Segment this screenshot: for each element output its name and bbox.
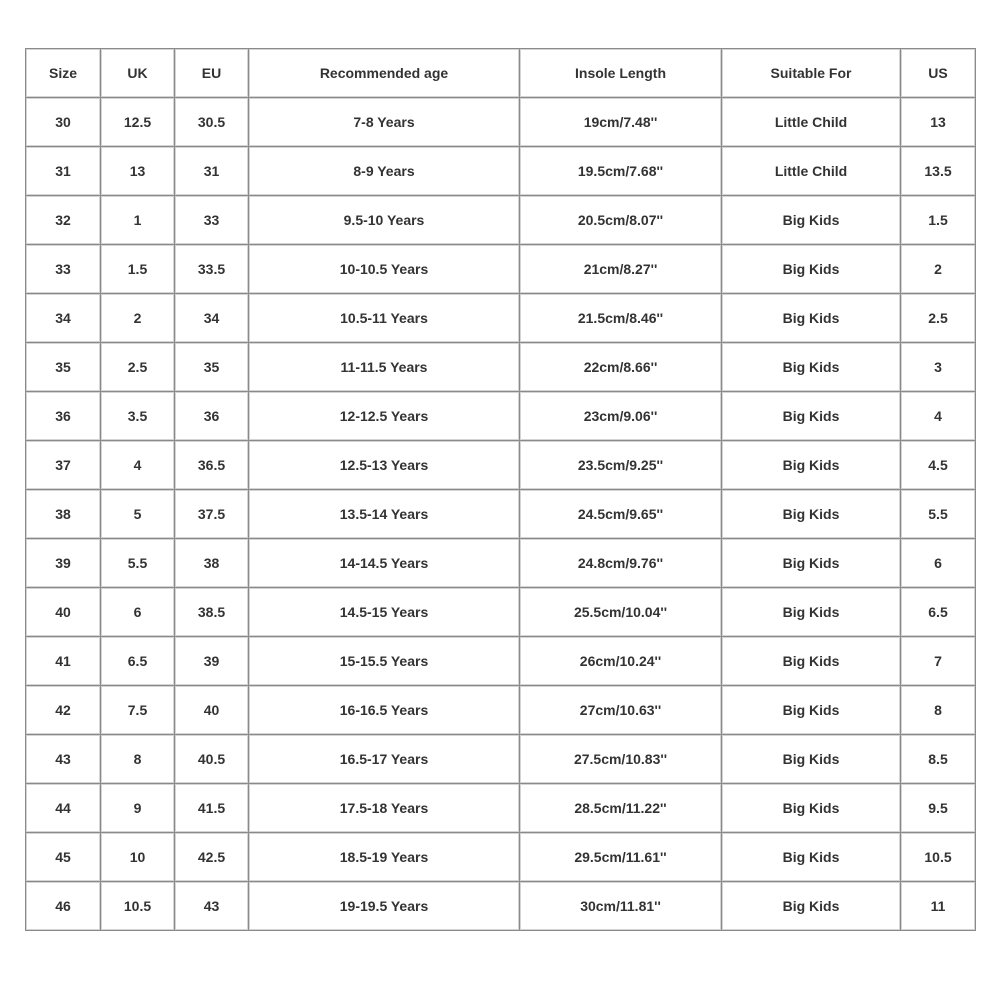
cell-size: 39 xyxy=(26,539,101,588)
cell-insole-length: 23.5cm/9.25'' xyxy=(520,441,722,490)
cell-recommended-age: 15-15.5 Years xyxy=(249,637,520,686)
header-size: Size xyxy=(26,49,101,98)
cell-us: 4.5 xyxy=(901,441,976,490)
cell-recommended-age: 9.5-10 Years xyxy=(249,196,520,245)
cell-size: 37 xyxy=(26,441,101,490)
table-row xyxy=(26,294,976,343)
cell-eu: 33.5 xyxy=(175,245,249,294)
cell-suitable-for: Big Kids xyxy=(722,294,901,343)
cell-eu: 38 xyxy=(175,539,249,588)
cell-suitable-for: Big Kids xyxy=(722,784,901,833)
cell-insole-length: 20.5cm/8.07'' xyxy=(520,196,722,245)
cell-suitable-for: Little Child xyxy=(722,147,901,196)
cell-recommended-age: 14-14.5 Years xyxy=(249,539,520,588)
cell-us: 3 xyxy=(901,343,976,392)
cell-insole-length: 24.5cm/9.65'' xyxy=(520,490,722,539)
table-row xyxy=(26,735,976,784)
cell-suitable-for: Big Kids xyxy=(722,490,901,539)
header-eu: EU xyxy=(175,49,249,98)
cell-insole-length: 21cm/8.27'' xyxy=(520,245,722,294)
cell-insole-length: 21.5cm/8.46'' xyxy=(520,294,722,343)
cell-insole-length: 25.5cm/10.04'' xyxy=(520,588,722,637)
cell-insole-length: 22cm/8.66'' xyxy=(520,343,722,392)
cell-size: 36 xyxy=(26,392,101,441)
table-row xyxy=(26,196,976,245)
cell-insole-length: 28.5cm/11.22'' xyxy=(520,784,722,833)
cell-recommended-age: 12-12.5 Years xyxy=(249,392,520,441)
cell-insole-length: 27.5cm/10.83'' xyxy=(520,735,722,784)
cell-recommended-age: 16-16.5 Years xyxy=(249,686,520,735)
cell-eu: 34 xyxy=(175,294,249,343)
cell-insole-length: 19.5cm/7.68'' xyxy=(520,147,722,196)
cell-uk: 6.5 xyxy=(101,637,175,686)
cell-insole-length: 26cm/10.24'' xyxy=(520,637,722,686)
table-row xyxy=(26,539,976,588)
cell-eu: 40 xyxy=(175,686,249,735)
cell-us: 9.5 xyxy=(901,784,976,833)
cell-suitable-for: Big Kids xyxy=(722,196,901,245)
cell-uk: 5 xyxy=(101,490,175,539)
cell-uk: 2.5 xyxy=(101,343,175,392)
table-row xyxy=(26,637,976,686)
cell-us: 8 xyxy=(901,686,976,735)
cell-us: 1.5 xyxy=(901,196,976,245)
cell-eu: 31 xyxy=(175,147,249,196)
cell-size: 34 xyxy=(26,294,101,343)
cell-size: 46 xyxy=(26,882,101,931)
cell-eu: 43 xyxy=(175,882,249,931)
cell-suitable-for: Big Kids xyxy=(722,245,901,294)
cell-us: 7 xyxy=(901,637,976,686)
cell-size: 38 xyxy=(26,490,101,539)
cell-us: 4 xyxy=(901,392,976,441)
size-chart xyxy=(25,48,975,931)
cell-uk: 13 xyxy=(101,147,175,196)
cell-uk: 12.5 xyxy=(101,98,175,147)
table-header-row xyxy=(26,49,976,98)
cell-us: 2.5 xyxy=(901,294,976,343)
cell-size: 35 xyxy=(26,343,101,392)
cell-suitable-for: Big Kids xyxy=(722,441,901,490)
cell-eu: 41.5 xyxy=(175,784,249,833)
table-body xyxy=(26,98,976,931)
cell-us: 2 xyxy=(901,245,976,294)
cell-recommended-age: 10.5-11 Years xyxy=(249,294,520,343)
cell-size: 42 xyxy=(26,686,101,735)
cell-us: 10.5 xyxy=(901,833,976,882)
cell-us: 11 xyxy=(901,882,976,931)
cell-recommended-age: 14.5-15 Years xyxy=(249,588,520,637)
header-us: US xyxy=(901,49,976,98)
cell-size: 31 xyxy=(26,147,101,196)
cell-size: 30 xyxy=(26,98,101,147)
cell-uk: 4 xyxy=(101,441,175,490)
cell-suitable-for: Big Kids xyxy=(722,392,901,441)
header-insole-length: Insole Length xyxy=(520,49,722,98)
cell-recommended-age: 11-11.5 Years xyxy=(249,343,520,392)
cell-eu: 33 xyxy=(175,196,249,245)
cell-suitable-for: Big Kids xyxy=(722,735,901,784)
cell-uk: 9 xyxy=(101,784,175,833)
header-uk: UK xyxy=(101,49,175,98)
cell-suitable-for: Big Kids xyxy=(722,637,901,686)
cell-uk: 10 xyxy=(101,833,175,882)
cell-us: 8.5 xyxy=(901,735,976,784)
cell-recommended-age: 17.5-18 Years xyxy=(249,784,520,833)
cell-uk: 5.5 xyxy=(101,539,175,588)
cell-size: 32 xyxy=(26,196,101,245)
cell-insole-length: 27cm/10.63'' xyxy=(520,686,722,735)
cell-size: 43 xyxy=(26,735,101,784)
table-row xyxy=(26,392,976,441)
table-row xyxy=(26,490,976,539)
cell-eu: 30.5 xyxy=(175,98,249,147)
cell-eu: 42.5 xyxy=(175,833,249,882)
cell-insole-length: 19cm/7.48'' xyxy=(520,98,722,147)
cell-insole-length: 29.5cm/11.61'' xyxy=(520,833,722,882)
cell-us: 6.5 xyxy=(901,588,976,637)
table-row xyxy=(26,343,976,392)
cell-uk: 2 xyxy=(101,294,175,343)
cell-size: 44 xyxy=(26,784,101,833)
cell-eu: 36 xyxy=(175,392,249,441)
cell-uk: 3.5 xyxy=(101,392,175,441)
cell-recommended-age: 16.5-17 Years xyxy=(249,735,520,784)
cell-recommended-age: 12.5-13 Years xyxy=(249,441,520,490)
cell-recommended-age: 8-9 Years xyxy=(249,147,520,196)
cell-us: 6 xyxy=(901,539,976,588)
table-row xyxy=(26,882,976,931)
cell-eu: 37.5 xyxy=(175,490,249,539)
table-row xyxy=(26,245,976,294)
cell-recommended-age: 18.5-19 Years xyxy=(249,833,520,882)
cell-recommended-age: 7-8 Years xyxy=(249,98,520,147)
table-row xyxy=(26,147,976,196)
table-row xyxy=(26,98,976,147)
table-row xyxy=(26,833,976,882)
cell-eu: 39 xyxy=(175,637,249,686)
cell-us: 13 xyxy=(901,98,976,147)
size-table xyxy=(25,48,976,931)
cell-suitable-for: Big Kids xyxy=(722,343,901,392)
cell-insole-length: 23cm/9.06'' xyxy=(520,392,722,441)
header-suitable-for: Suitable For xyxy=(722,49,901,98)
cell-uk: 7.5 xyxy=(101,686,175,735)
cell-uk: 10.5 xyxy=(101,882,175,931)
table-row xyxy=(26,441,976,490)
cell-recommended-age: 10-10.5 Years xyxy=(249,245,520,294)
cell-eu: 40.5 xyxy=(175,735,249,784)
cell-size: 45 xyxy=(26,833,101,882)
cell-eu: 35 xyxy=(175,343,249,392)
cell-suitable-for: Big Kids xyxy=(722,833,901,882)
cell-insole-length: 24.8cm/9.76'' xyxy=(520,539,722,588)
cell-suitable-for: Big Kids xyxy=(722,539,901,588)
cell-uk: 1 xyxy=(101,196,175,245)
cell-size: 33 xyxy=(26,245,101,294)
cell-recommended-age: 19-19.5 Years xyxy=(249,882,520,931)
table-row xyxy=(26,588,976,637)
cell-suitable-for: Little Child xyxy=(722,98,901,147)
table-row xyxy=(26,686,976,735)
cell-size: 41 xyxy=(26,637,101,686)
cell-us: 13.5 xyxy=(901,147,976,196)
cell-insole-length: 30cm/11.81'' xyxy=(520,882,722,931)
cell-uk: 6 xyxy=(101,588,175,637)
cell-size: 40 xyxy=(26,588,101,637)
header-recommended-age: Recommended age xyxy=(249,49,520,98)
cell-recommended-age: 13.5-14 Years xyxy=(249,490,520,539)
cell-uk: 1.5 xyxy=(101,245,175,294)
cell-suitable-for: Big Kids xyxy=(722,588,901,637)
cell-eu: 38.5 xyxy=(175,588,249,637)
cell-suitable-for: Big Kids xyxy=(722,882,901,931)
cell-suitable-for: Big Kids xyxy=(722,686,901,735)
cell-us: 5.5 xyxy=(901,490,976,539)
table-row xyxy=(26,784,976,833)
cell-uk: 8 xyxy=(101,735,175,784)
cell-eu: 36.5 xyxy=(175,441,249,490)
